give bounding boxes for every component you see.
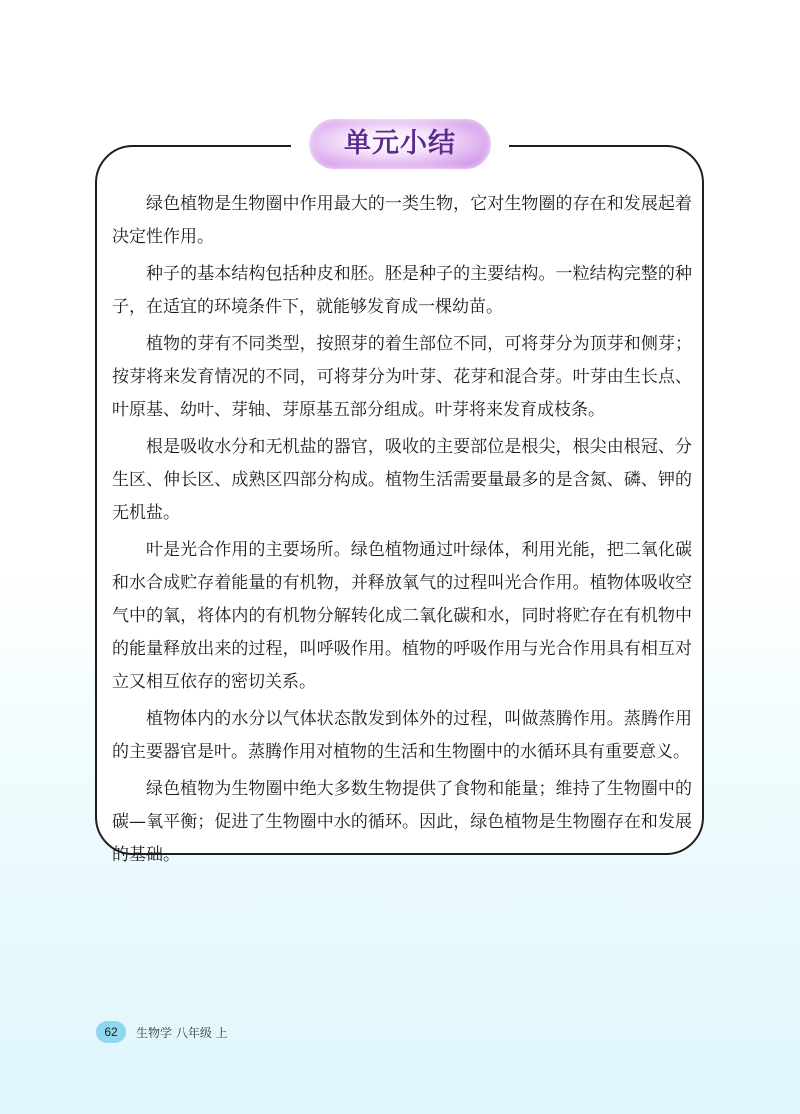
title-badge	[291, 115, 509, 173]
summary-text	[112, 188, 692, 876]
paragraph-5: 叶是光合作用的主要场所。绿色植物通过叶绿体，利用光能，把二氧化碳和水合成贮存着能量的有机物，并释放氧气的过程叫光合作用。植物体吸收空气中的氧，将体内的有机物分解转化成二氧化碳和水，同时将贮存在有机物中的能量释放出来的过程，叫呼吸作用。植物的呼吸作用与光合作用具有相互对立又相互依存的密切关系。	[112, 540, 692, 692]
page-number: 62	[96, 1021, 126, 1043]
paragraph-4: 根是吸收水分和无机盐的器官，吸收的主要部位是根尖，根尖由根冠、分生区、伸长区、成熟区四部分构成。植物生活需要量最多的是含氮、磷、钾的无机盐。	[112, 437, 692, 523]
page-footer	[96, 1020, 228, 1044]
paragraph-2: 种子的基本结构包括种皮和胚。胚是种子的主要结构。一粒结构完整的种子，在适宜的环境条件下，就能够发育成一棵幼苗。	[112, 264, 692, 317]
book-title: 生物学 八年级 上	[136, 1025, 228, 1040]
paragraph-7: 绿色植物为生物圈中绝大多数生物提供了食物和能量；维持了生物圈中的碳—氧平衡；促进了生物圈中水的循环。因此，绿色植物是生物圈存在和发展的基础。	[112, 779, 692, 865]
section-title: 单元小结	[344, 128, 456, 159]
paragraph-3: 植物的芽有不同类型，按照芽的着生部位不同，可将芽分为顶芽和侧芽；按芽将来发育情况的不同，可将芽分为叶芽、花芽和混合芽。叶芽由生长点、叶原基、幼叶、芽轴、芽原基五部分组成。叶芽将来发育成枝条。	[112, 334, 692, 420]
paragraph-1: 绿色植物是生物圈中作用最大的一类生物，它对生物圈的存在和发展起着决定性作用。	[112, 194, 692, 247]
paragraph-6: 植物体内的水分以气体状态散发到体外的过程，叫做蒸腾作用。蒸腾作用的主要器官是叶。蒸腾作用对植物的生活和生物圈中的水循环具有重要意义。	[112, 709, 692, 762]
